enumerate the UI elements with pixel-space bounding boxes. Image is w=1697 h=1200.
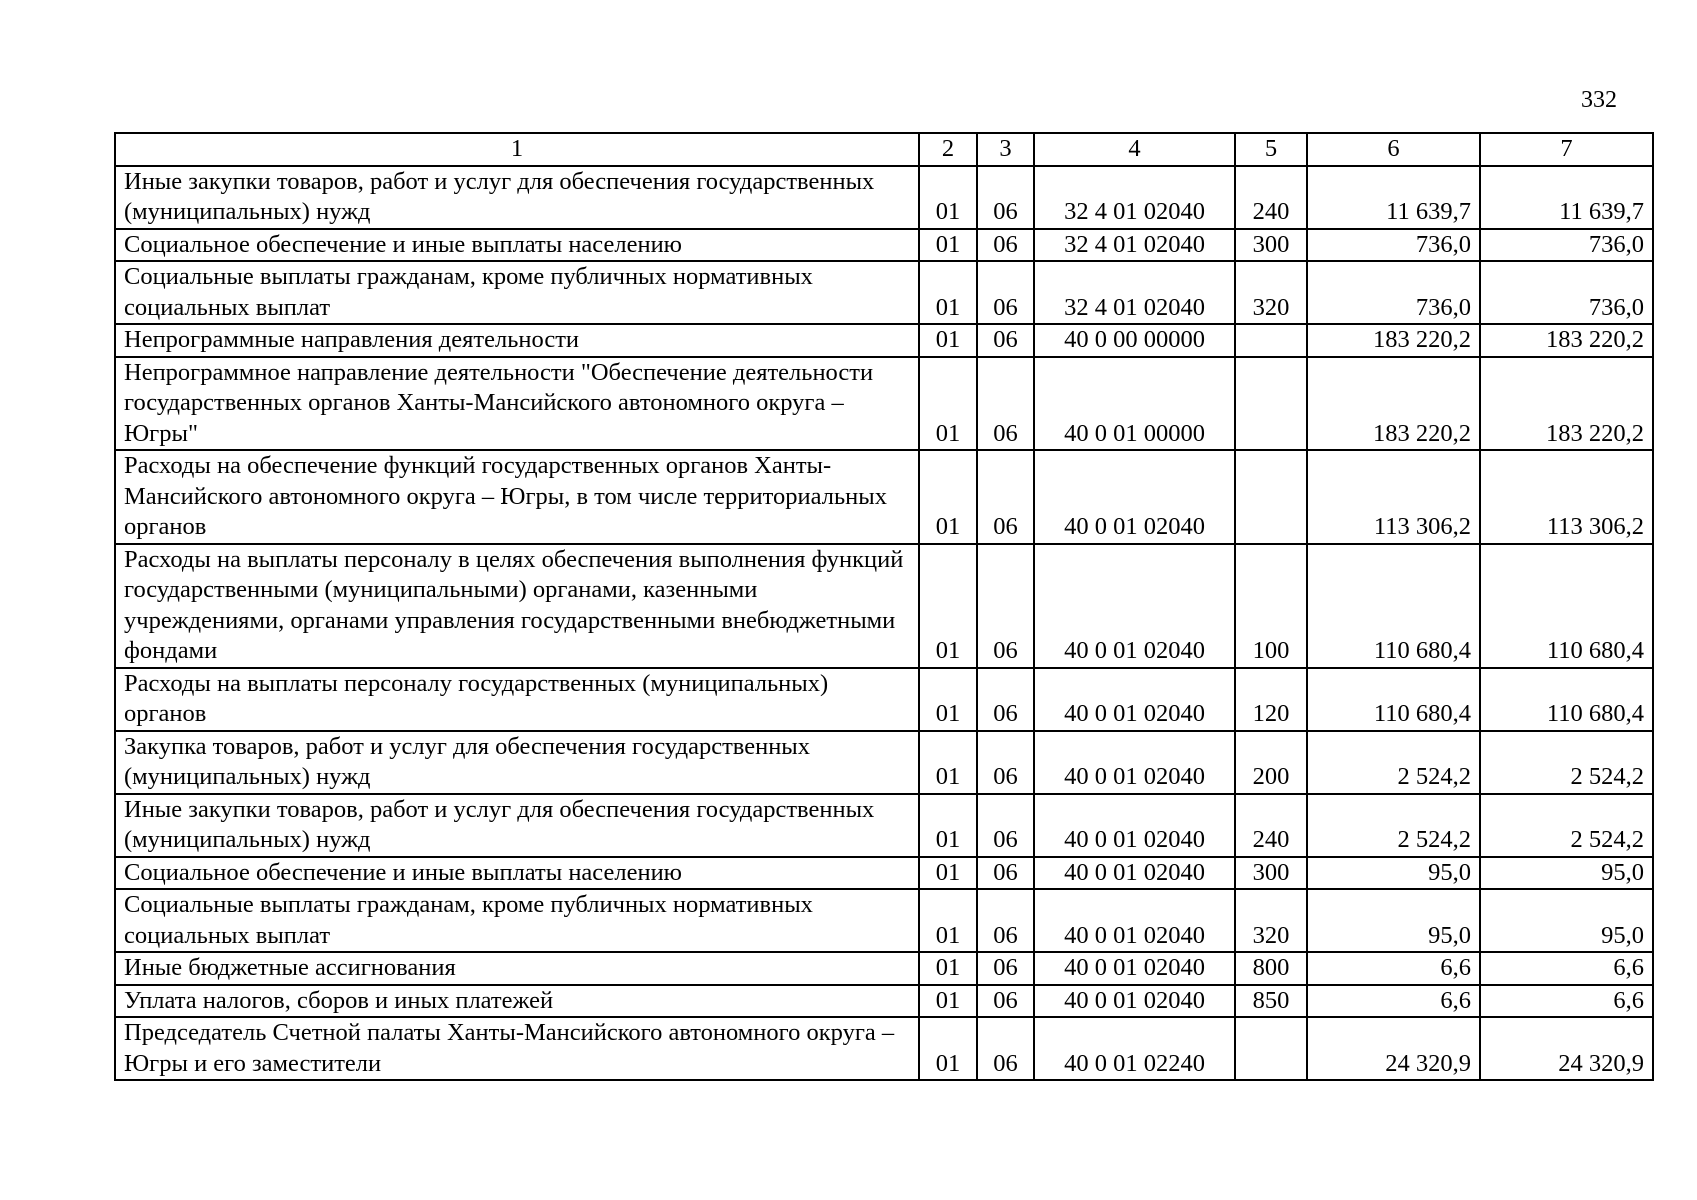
amount-col-7: 24 320,9 [1480,1017,1653,1080]
subsection-code: 06 [977,229,1034,262]
target-article-code: 32 4 01 02040 [1034,261,1235,324]
target-article-code: 40 0 01 02040 [1034,731,1235,794]
amount-col-6: 113 306,2 [1307,450,1480,544]
expense-type-code: 800 [1235,952,1307,985]
expense-type-code: 200 [1235,731,1307,794]
amount-col-7: 11 639,7 [1480,166,1653,229]
table-row [115,1017,1653,1080]
table-row [115,166,1653,229]
expense-type-code: 240 [1235,794,1307,857]
column-header: 2 [919,133,977,166]
amount-col-6: 24 320,9 [1307,1017,1480,1080]
expense-type-code: 300 [1235,857,1307,890]
row-description: Закупка товаров, работ и услуг для обеспечения государственных (муниципальных) нужд [115,731,919,794]
target-article-code: 40 0 01 02040 [1034,450,1235,544]
row-description: Расходы на выплаты персоналу государственных (муниципальных) органов [115,668,919,731]
column-header: 3 [977,133,1034,166]
target-article-code: 40 0 01 02040 [1034,952,1235,985]
row-description: Социальные выплаты гражданам, кроме публичных нормативных социальных выплат [115,261,919,324]
amount-col-7: 183 220,2 [1480,357,1653,451]
subsection-code: 06 [977,357,1034,451]
amount-col-6: 2 524,2 [1307,794,1480,857]
section-code: 01 [919,794,977,857]
amount-col-6: 736,0 [1307,261,1480,324]
amount-col-6: 183 220,2 [1307,324,1480,357]
budget-table [114,132,1654,1081]
expense-type-code: 120 [1235,668,1307,731]
table-row [115,889,1653,952]
section-code: 01 [919,1017,977,1080]
subsection-code: 06 [977,324,1034,357]
amount-col-7: 736,0 [1480,229,1653,262]
column-header: 1 [115,133,919,166]
table-row [115,794,1653,857]
amount-col-6: 736,0 [1307,229,1480,262]
subsection-code: 06 [977,889,1034,952]
amount-col-6: 110 680,4 [1307,668,1480,731]
amount-col-6: 11 639,7 [1307,166,1480,229]
amount-col-7: 2 524,2 [1480,731,1653,794]
amount-col-7: 113 306,2 [1480,450,1653,544]
column-header: 7 [1480,133,1653,166]
amount-col-6: 6,6 [1307,952,1480,985]
target-article-code: 40 0 01 02040 [1034,544,1235,668]
amount-col-7: 95,0 [1480,889,1653,952]
subsection-code: 06 [977,1017,1034,1080]
amount-col-7: 110 680,4 [1480,668,1653,731]
amount-col-6: 6,6 [1307,985,1480,1018]
table-row [115,261,1653,324]
subsection-code: 06 [977,166,1034,229]
section-code: 01 [919,229,977,262]
section-code: 01 [919,889,977,952]
table-row [115,357,1653,451]
expense-type-code: 240 [1235,166,1307,229]
row-description: Социальные выплаты гражданам, кроме публичных нормативных социальных выплат [115,889,919,952]
amount-col-7: 2 524,2 [1480,794,1653,857]
row-description: Социальное обеспечение и иные выплаты населению [115,229,919,262]
target-article-code: 40 0 01 02040 [1034,668,1235,731]
column-header: 6 [1307,133,1480,166]
row-description: Иные бюджетные ассигнования [115,952,919,985]
expense-type-code: 850 [1235,985,1307,1018]
subsection-code: 06 [977,857,1034,890]
expense-type-code [1235,324,1307,357]
target-article-code: 40 0 01 00000 [1034,357,1235,451]
expense-type-code [1235,450,1307,544]
expense-type-code [1235,1017,1307,1080]
amount-col-6: 95,0 [1307,857,1480,890]
target-article-code: 32 4 01 02040 [1034,166,1235,229]
amount-col-6: 2 524,2 [1307,731,1480,794]
section-code: 01 [919,324,977,357]
section-code: 01 [919,450,977,544]
subsection-code: 06 [977,450,1034,544]
expense-type-code [1235,357,1307,451]
table-row [115,985,1653,1018]
expense-type-code: 300 [1235,229,1307,262]
target-article-code: 40 0 01 02240 [1034,1017,1235,1080]
column-header: 5 [1235,133,1307,166]
subsection-code: 06 [977,261,1034,324]
subsection-code: 06 [977,668,1034,731]
section-code: 01 [919,985,977,1018]
table-row [115,544,1653,668]
subsection-code: 06 [977,544,1034,668]
page-number: 332 [1581,87,1617,113]
column-header: 4 [1034,133,1235,166]
section-code: 01 [919,357,977,451]
amount-col-7: 6,6 [1480,985,1653,1018]
section-code: 01 [919,668,977,731]
table-row [115,731,1653,794]
section-code: 01 [919,261,977,324]
target-article-code: 40 0 01 02040 [1034,857,1235,890]
row-description: Непрограммное направление деятельности "Обеспечение деятельности государственных органов Ханты-Мансийского автономного округа – Югры" [115,357,919,451]
section-code: 01 [919,952,977,985]
target-article-code: 40 0 00 00000 [1034,324,1235,357]
amount-col-7: 95,0 [1480,857,1653,890]
amount-col-7: 6,6 [1480,952,1653,985]
row-description: Председатель Счетной палаты Ханты-Мансийского автономного округа – Югры и его заместители [115,1017,919,1080]
target-article-code: 40 0 01 02040 [1034,889,1235,952]
table-header-row [115,133,1653,166]
table-row [115,324,1653,357]
subsection-code: 06 [977,794,1034,857]
amount-col-7: 736,0 [1480,261,1653,324]
table-row [115,857,1653,890]
row-description: Расходы на выплаты персоналу в целях обеспечения выполнения функций государственными (муниципальными) органами, казенными учреждениями, органами управления государственными внебюджетными фондами [115,544,919,668]
section-code: 01 [919,544,977,668]
section-code: 01 [919,166,977,229]
amount-col-7: 110 680,4 [1480,544,1653,668]
target-article-code: 40 0 01 02040 [1034,985,1235,1018]
amount-col-7: 183 220,2 [1480,324,1653,357]
table-row [115,450,1653,544]
table-body [115,166,1653,1081]
section-code: 01 [919,731,977,794]
table-row [115,668,1653,731]
amount-col-6: 95,0 [1307,889,1480,952]
target-article-code: 32 4 01 02040 [1034,229,1235,262]
table-row [115,952,1653,985]
row-description: Уплата налогов, сборов и иных платежей [115,985,919,1018]
table-row [115,229,1653,262]
subsection-code: 06 [977,952,1034,985]
row-description: Иные закупки товаров, работ и услуг для обеспечения государственных (муниципальных) нужд [115,794,919,857]
subsection-code: 06 [977,985,1034,1018]
row-description: Расходы на обеспечение функций государственных органов Ханты-Мансийского автономного округа – Югры, в том числе территориальных органов [115,450,919,544]
section-code: 01 [919,857,977,890]
target-article-code: 40 0 01 02040 [1034,794,1235,857]
amount-col-6: 183 220,2 [1307,357,1480,451]
expense-type-code: 320 [1235,261,1307,324]
subsection-code: 06 [977,731,1034,794]
row-description: Социальное обеспечение и иные выплаты населению [115,857,919,890]
expense-type-code: 320 [1235,889,1307,952]
expense-type-code: 100 [1235,544,1307,668]
row-description: Иные закупки товаров, работ и услуг для обеспечения государственных (муниципальных) нужд [115,166,919,229]
row-description: Непрограммные направления деятельности [115,324,919,357]
amount-col-6: 110 680,4 [1307,544,1480,668]
